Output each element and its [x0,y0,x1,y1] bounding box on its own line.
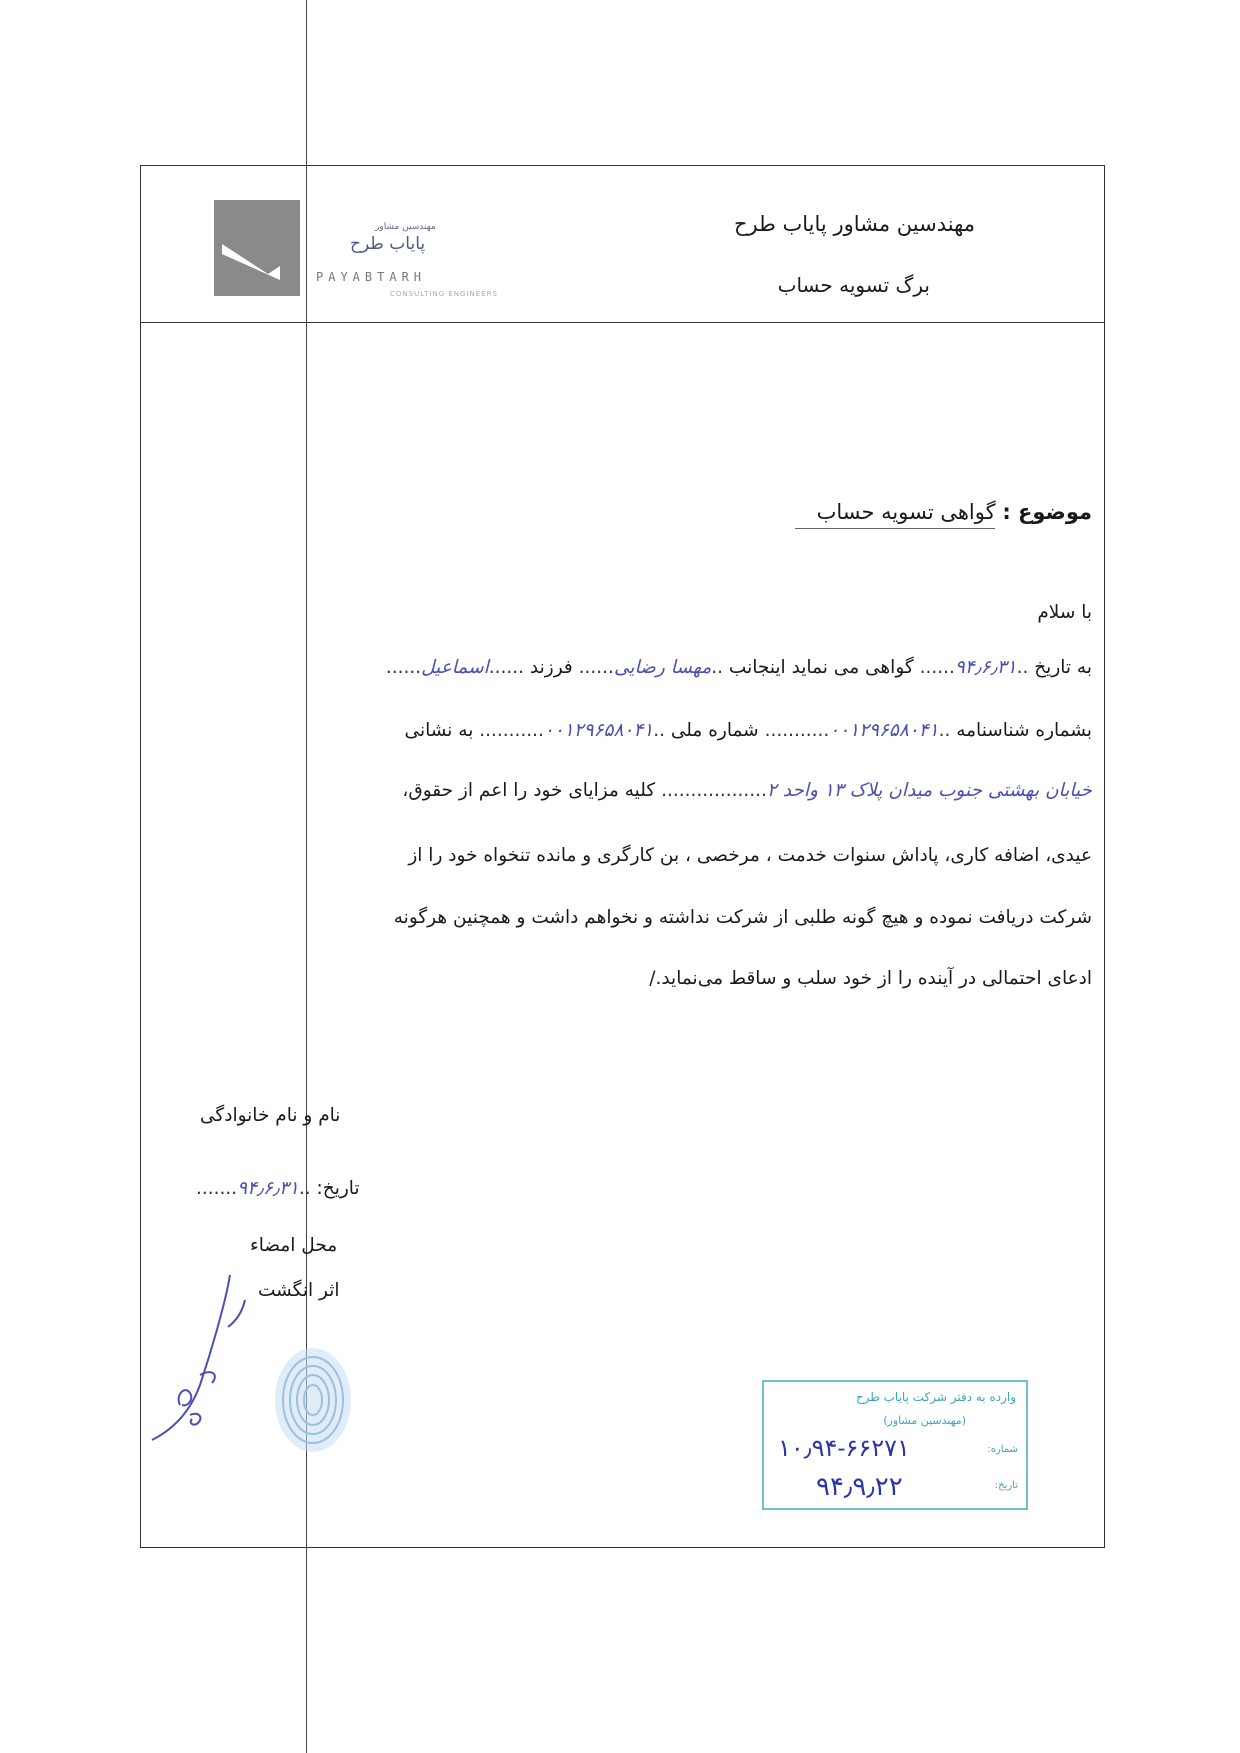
subject-underline [795,528,995,529]
address-field: خیابان بهشتی جنوب میدان پلاک ۱۳ واحد ۲ [766,780,1092,801]
fold-line [306,0,307,1753]
dotted-leader: ...... [488,657,525,678]
line2-part2: شماره ملی [670,720,759,741]
stamp-subtitle: (مهندسین مشاور) [883,1414,966,1427]
header-divider [140,322,1105,323]
body-line-4: عیدی، اضافه کاری، پاداش سنوات خدمت ، مرخصی ، بن کارگری و مانده تنخواه خود را از [408,845,1092,866]
dotted-leader: .. [938,720,951,741]
line1-part1: به تاریخ [1034,657,1092,678]
stamp-title: وارده به دفتر شرکت پایاب طرح [855,1390,1016,1404]
company-name: مهندسین مشاور پایاب طرح [733,212,975,236]
signature-date-line [196,1178,360,1199]
logo-name-latin: PAYABTARH [316,270,427,284]
subject-line [817,500,1092,524]
date-field: ۹۴٫۶٫۳۱ [954,657,1017,678]
name-field: مهسا رضایی [613,657,712,678]
body-line-3 [402,780,1092,801]
greeting: با سلام [1037,602,1092,623]
stamp-date-value: ۹۴٫۹٫۲۲ [816,1472,903,1502]
logo-subtitle: CONSULTING ENGINEERS [390,290,498,298]
body-line-1 [386,657,1092,678]
father-name-field: اسماعیل [421,657,489,678]
subject-label: موضوع : [1002,500,1092,524]
signature-date-value: ۹۴٫۶٫۳۱ [237,1178,299,1199]
name-label: نام و نام خانوادگی [200,1105,341,1126]
national-number-field: ۰۰۱۲۹۶۵۸۰۴۱ [543,720,654,741]
company-logo-icon [214,200,300,296]
stamp-number-value: ۱۰٫۹۴-۶۶۲۷۱ [778,1434,910,1462]
line1-part2: گواهی می نماید اینجانب [728,657,914,678]
id-number-field: ۰۰۱۲۹۶۵۸۰۴۱ [829,720,939,741]
fingerprint-label: اثر انگشت [258,1280,340,1301]
dotted-leader: .. [298,1178,311,1199]
body-line-6: ادعای احتمالی در آینده را از خود سلب و ساقط می‌نماید./ [649,968,1092,989]
line1-part3: فرزند [529,657,573,678]
fingerprint-icon [268,1340,358,1464]
line2-part3: به نشانی [404,720,474,741]
dotted-leader: .. [653,720,665,741]
body-line-5: شرکت دریافت نموده و هیچ گونه طلبی از شرکت نداشته و نخواهم داشت و همچنین هرگونه [393,907,1092,928]
logo-name-fa: پایاب طرح [350,234,426,254]
dotted-leader: .. [711,657,724,678]
date-label: تاریخ: [316,1178,360,1199]
dotted-leader: ....... [196,1178,238,1199]
body-line-2 [405,720,1092,741]
dotted-leader: .................. [661,780,767,801]
stamp-date-label: تاریخ: [994,1480,1018,1491]
registration-stamp [762,1380,1028,1510]
line3-part1: کلیه مزایای خود را اعم از حقوق، [402,780,656,801]
dotted-leader: ...... [385,657,422,678]
handwritten-signature-icon [140,1265,260,1469]
stamp-number-label: شماره: [987,1444,1018,1455]
dotted-leader: ...... [919,657,955,678]
signature-place-label: محل امضاء [250,1235,338,1256]
dotted-leader: ........... [479,720,544,741]
dotted-leader: ........... [764,720,830,741]
subject-value: گواهی تسویه حساب [816,500,996,524]
dotted-leader: ...... [578,657,614,678]
line2-part1: بشماره شناسنامه [956,720,1092,741]
form-title: برگ تسویه حساب [777,273,930,297]
logo-tagline: مهندسین مشاور [375,222,436,232]
dotted-leader: .. [1016,657,1029,678]
